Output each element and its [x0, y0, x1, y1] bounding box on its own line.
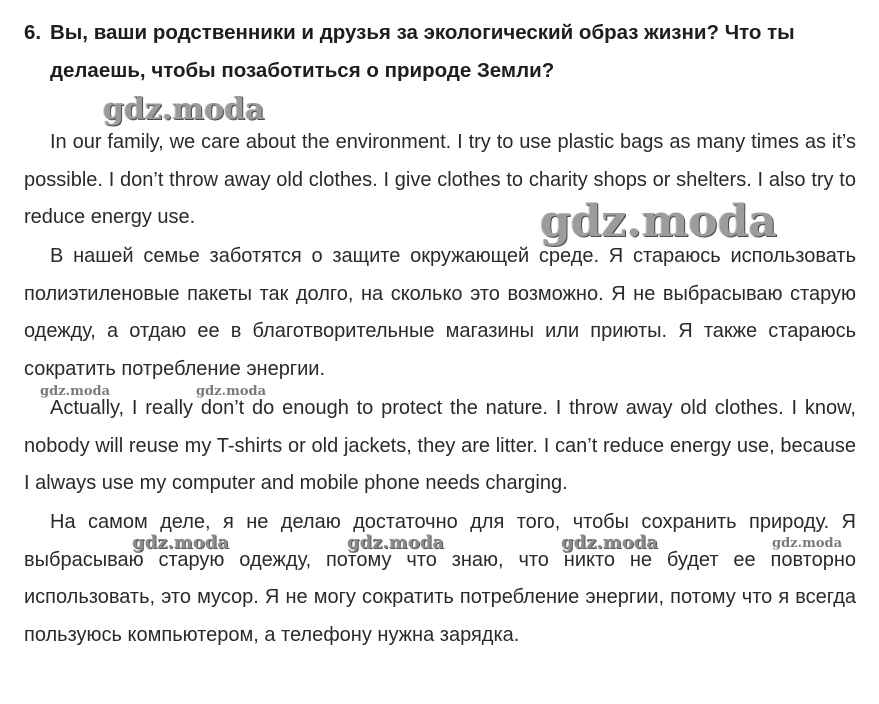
watermark-logo: gdz.moda — [347, 532, 444, 553]
question-text-line2: делаешь, чтобы позаботиться о природе Земли? — [50, 59, 555, 82]
watermark-logo: gdz.moda — [196, 384, 267, 399]
watermark-logo: gdz.moda — [540, 196, 778, 247]
question-number: 6. — [24, 21, 42, 44]
answer-paragraph-en-1: In our family, we care about the environment. I try to use plastic bags as many times as it’s possible. I don’t throw away old clothes. I give clothes to charity shops or shelters. I also try to reduce energy use. — [24, 131, 856, 229]
question-text-line1: Вы, ваши родственники и друзья за экологический образ жизни? Что ты — [50, 21, 795, 44]
watermark-logo: gdz.moda — [103, 92, 265, 127]
watermark-logo: gdz.moda — [132, 532, 229, 553]
question-heading — [24, 14, 858, 90]
watermark-logo: gdz.moda — [561, 532, 658, 553]
answer-paragraph-ru-2: На самом деле, я не делаю достаточно для того, чтобы сохранить природу. Я выбрасываю старую одежду, потому что знаю, что никто не будет ее повторно использовать, это мусор. Я не могу сократить потребление энергии, потому что я всегда пользуюсь компьютером, а телефону нужна зарядка. — [24, 511, 856, 647]
watermark-logo: gdz.moda — [40, 384, 111, 399]
answer-paragraph-ru-1: В нашей семье заботятся о защите окружающей среде. Я стараюсь использовать полиэтиленовые пакеты так долго, на сколько это возможно. Я не выбрасываю старую одежду, а отдаю ее в благотворительные магазины или приюты. Я также стараюсь сократить потребление энергии. — [24, 245, 856, 381]
watermark-logo: gdz.moda — [772, 536, 843, 551]
answer-paragraph-en-2: Actually, I really don’t do enough to protect the nature. I throw away old clothes. I know, nobody will reuse my T-shirts or old jackets, they are litter. I can’t reduce energy use, because I always use my computer and mobile phone needs charging. — [24, 397, 856, 495]
